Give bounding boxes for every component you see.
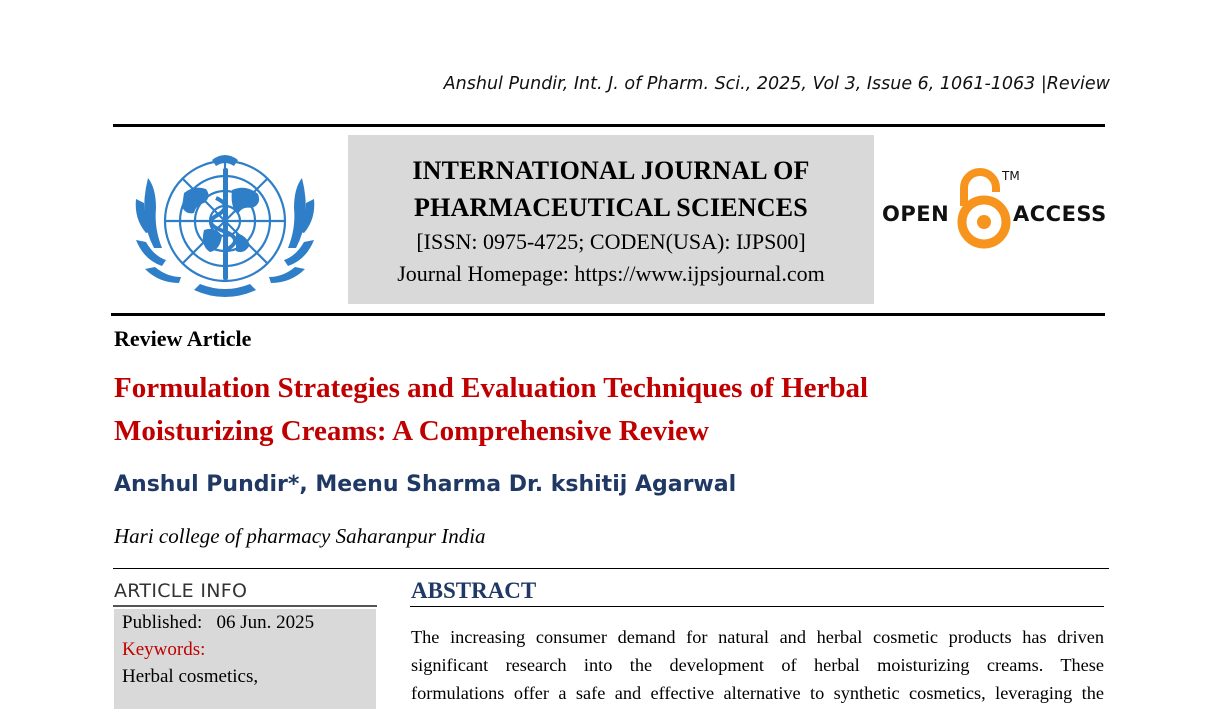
article-info-heading: ARTICLE INFO <box>114 580 248 602</box>
abstract-line: formulations offer a safe and effective alternative to synthetic cosmetics, leveraging the <box>411 683 1104 703</box>
open-access-access-text: ACCESS <box>1013 202 1107 226</box>
running-header-citation: Anshul Pundir, Int. J. of Pharm. Sci., 2025, Vol 3, Issue 6, 1061-1063 |Review <box>443 74 1110 94</box>
masthead-rule <box>111 313 1105 316</box>
journal-name-line2: PHARMACEUTICAL SCIENCES <box>414 193 808 222</box>
journal-name <box>348 152 874 226</box>
abstract-line: significant research into the development of herbal moisturizing creams. These <box>411 655 1104 675</box>
published-date: 06 Jun. 2025 <box>216 612 315 633</box>
published-label: Published: <box>122 612 203 633</box>
article-title-line1: Formulation Strategies and Evaluation Techniques of Herbal <box>114 372 869 404</box>
article-info-rule <box>113 605 377 607</box>
journal-issn: [ISSN: 0975-4725; CODEN(USA): IJPS00] <box>416 229 806 254</box>
section-rule <box>113 568 1109 569</box>
keyword-item: Herbal cosmetics, <box>122 666 259 687</box>
open-access-logo <box>880 166 1110 256</box>
article-authors: Anshul Pundir*, Meenu Sharma Dr. kshitij Agarwal <box>114 472 737 497</box>
journal-name-line1: INTERNATIONAL JOURNAL OF <box>412 156 810 185</box>
abstract-line: The increasing consumer demand for natural and herbal cosmetic products has driven <box>411 627 1104 647</box>
journal-masthead <box>348 135 874 304</box>
author-affiliation: Hari college of pharmacy Saharanpur India <box>114 524 486 548</box>
open-access-open-text: OPEN <box>882 202 950 226</box>
keywords-label: Keywords: <box>122 639 206 660</box>
un-emblem-logo <box>124 138 326 308</box>
article-type: Review Article <box>114 326 252 351</box>
published-row <box>122 609 376 636</box>
abstract-heading: ABSTRACT <box>411 578 537 603</box>
abstract-rule <box>410 606 1104 607</box>
article-info-box <box>114 609 376 709</box>
article-title-line2: Moisturizing Creams: A Comprehensive Review <box>114 415 709 447</box>
abstract-body <box>411 623 1104 707</box>
header-rule <box>113 124 1105 127</box>
journal-homepage: Journal Homepage: https://www.ijpsjournal.com <box>397 261 825 286</box>
trademark-mark: TM <box>1002 169 1020 183</box>
article-title <box>114 367 994 453</box>
